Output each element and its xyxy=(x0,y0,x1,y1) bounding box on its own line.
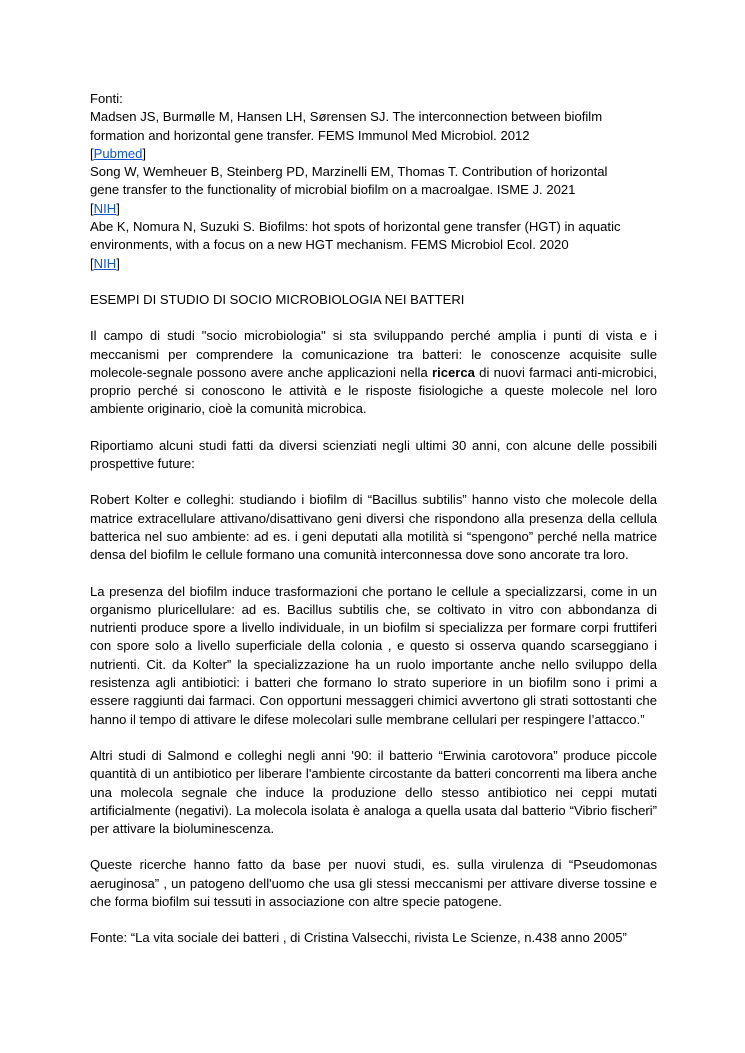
paragraph-pseudomonas: Queste ricerche hanno fatto da base per nuovi studi, es. sulla virulenza di “Pseudomonas aeruginosa” , un patogeno dell'uomo che usa gli stessi meccanismi per attivare diverse tossine e che forma biofilm sui tessuti in associazione con altre specie patogene. xyxy=(90,857,657,909)
reference-2-link-wrap: [NIH] xyxy=(90,200,120,216)
nih-link-1[interactable]: NIH xyxy=(93,200,117,216)
intro-bold-word: ricerca xyxy=(431,364,475,380)
section-title: ESEMPI DI STUDIO DI SOCIO MICROBIOLOGIA NEI BATTERI xyxy=(90,291,465,307)
reference-1-link-wrap: [Pubmed] xyxy=(90,145,147,161)
source-note: Fonte: “La vita sociale dei batteri , di Cristina Valsecchi, rivista Le Scienze, n.438 anno 2005” xyxy=(90,930,627,946)
reference-3-link-wrap: [NIH] xyxy=(90,255,120,271)
intro-paragraph xyxy=(90,327,657,418)
document-page xyxy=(90,90,657,948)
paragraph-salmond: Altri studi di Salmond e colleghi negli anni '90: il batterio “Erwinia carotovora” produce piccole quantità di un antibiotico per liberare l'ambiente circostante da batteri concorrenti ma libera anche una molecola segnale che induce la produzione dello stesso antibiotico nei ceppi mutati artificialmente (negativi). La molecola isolata è analoga a quella usata dal batterio “Vibrio fischeri” per attivare la bioluminescenza. xyxy=(90,747,657,837)
reference-2-line-2: gene transfer to the functionality of microbial biofilm on a macroalgae. ISME J. 2021 xyxy=(90,182,576,198)
paragraph-kolter: Robert Kolter e colleghi: studiando i biofilm di “Bacillus subtilis” hanno visto che molecole della matrice extracellulare attivano/disattivano geni diversi che rispondono alla presenza della cellula batterica nel suo ambiente: ad es. i geni deputati alla motilità si “spengono” perché nella matrice densa del biofilm le cellule formano una comunità interconnessa dove sono ancorate tra loro. xyxy=(90,492,657,563)
reference-3-line-2: environments, with a focus on a new HGT mechanism. FEMS Microbiol Ecol. 2020 xyxy=(90,237,569,253)
intro-text-start: Il campo di studi "socio microbiologia" si sta sviluppando perché amplia i punti di vista e i meccanismi per comprendere la comunicazione tra batteri: le conoscenze acquisite sulle molecole-segnale possono avere anche applicazioni nella xyxy=(90,328,657,380)
reference-3-line-1: Abe K, Nomura N, Suzuki S. Biofilms: hot spots of horizontal gene transfer (HGT) in aquatic xyxy=(90,219,621,235)
reference-1-line-1: Madsen JS, Burmølle M, Hansen LH, Sørensen SJ. The interconnection between biofilm xyxy=(90,109,603,125)
reference-2-line-1: Song W, Wemheuer B, Steinberg PD, Marzinelli EM, Thomas T. Contribution of horizontal xyxy=(90,164,608,180)
reference-1-line-2: formation and horizontal gene transfer. FEMS Immunol Med Microbiol. 2012 xyxy=(90,127,530,143)
nih-link-2[interactable]: NIH xyxy=(93,255,117,271)
paragraph-biofilm-specialization: La presenza del biofilm induce trasformazioni che portano le cellule a specializzarsi, come in un organismo pluricellulare: ad es. Bacillus subtilis che, se coltivato in vitro con abbondanza di nutrienti produce spore a livello individuale, in un biofilm si specializza per formare corpi fruttiferi con spore solo a livello superficiale della colonia , e questo si osserva quando scarseggiano i nutrienti. Cit. da Kolter” la specializzazione ha un ruolo importante anche nello sviluppo della resistenza agli antibiotici: i batteri che formano lo strato superiore in un biofilm sono i primi a essere raggiunti dai farmaci. Con opportuni messaggeri chimici avvertono gli strati sottostanti che hanno il tempo di attivare le difese molecolari sulle membrane cellulari per respingere l’attacco.” xyxy=(90,583,657,727)
intro-text-end: di nuovi farmaci anti-microbici, proprio perché si conoscono le attività e le risposte fisiologiche a queste molecole nel loro ambiente originario, cioè la comunità microbica. xyxy=(90,364,657,417)
paragraph-studies-intro: Riportiamo alcuni studi fatti da diversi scienziati negli ultimi 30 anni, con alcune delle possibili prospettive future: xyxy=(90,437,657,472)
pubmed-link[interactable]: Pubmed xyxy=(93,145,143,161)
sources-heading: Fonti: xyxy=(90,91,123,106)
